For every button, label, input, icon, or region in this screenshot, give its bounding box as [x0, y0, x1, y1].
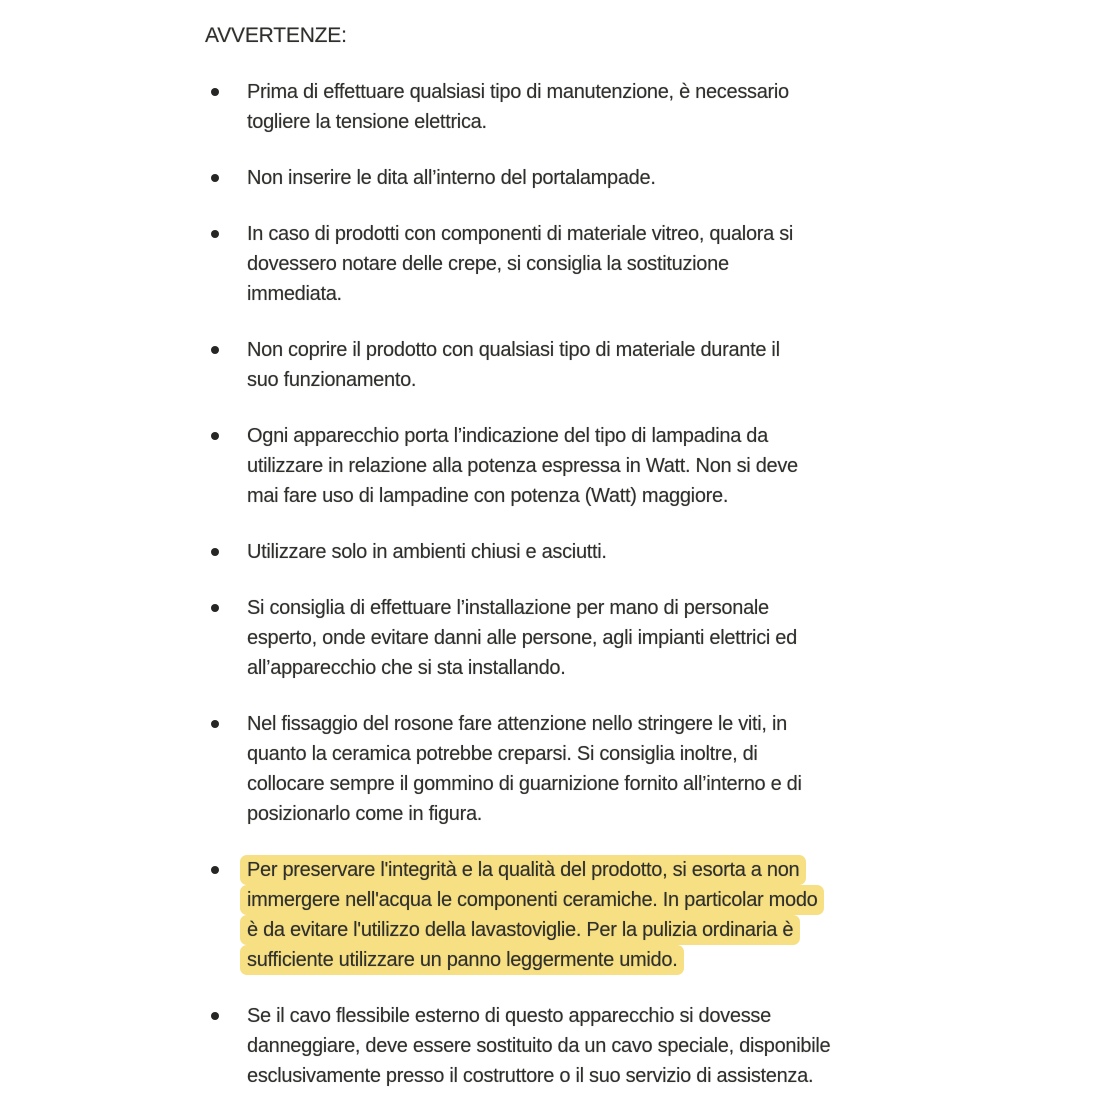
highlighted-line [247, 855, 817, 885]
bullet-icon [211, 720, 219, 728]
warning-text-line: danneggiare, deve essere sostituito da un cavo speciale, disponibile [247, 1035, 831, 1057]
warnings-heading: AVVERTENZE: [205, 24, 347, 47]
warning-item-1 [205, 77, 945, 137]
warning-text [247, 709, 802, 829]
bullet-icon [211, 432, 219, 440]
bullet-icon [211, 866, 219, 874]
highlighted-line [247, 885, 817, 915]
warning-text [247, 593, 797, 683]
warning-text-line: togliere la tensione elettrica. [247, 111, 487, 133]
warning-text-line: Se il cavo flessibile esterno di questo apparecchio si dovesse [247, 1005, 771, 1027]
warning-item-8 [205, 709, 945, 829]
bullet-icon [211, 174, 219, 182]
warnings-list [205, 77, 945, 1091]
bullet-icon [211, 88, 219, 96]
warning-text-line: Utilizzare solo in ambienti chiusi e asciutti. [247, 541, 607, 563]
warning-text [247, 335, 780, 395]
warning-text [247, 77, 789, 137]
warning-text-line: Si consiglia di effettuare l’installazione per mano di personale [247, 597, 769, 619]
warning-item-10 [205, 1001, 945, 1091]
highlighted-line [247, 945, 817, 975]
warning-text-line: all’apparecchio che si sta installando. [247, 657, 566, 679]
warning-text [247, 421, 798, 511]
bullet-icon [211, 230, 219, 238]
bullet-icon [211, 548, 219, 556]
document-content [205, 21, 945, 1091]
warning-text-line: In caso di prodotti con componenti di materiale vitreo, qualora si [247, 223, 794, 245]
bullet-icon [211, 604, 219, 612]
highlighted-line [247, 915, 817, 945]
warning-text-line: immediata. [247, 283, 342, 305]
warning-item-5 [205, 421, 945, 511]
warning-text [247, 163, 656, 193]
warning-text-line: Ogni apparecchio porta l’indicazione del tipo di lampadina da [247, 425, 768, 447]
warning-text-highlighted [247, 855, 817, 975]
warning-text-line: Nel fissaggio del rosone fare attenzione nello stringere le viti, in [247, 713, 787, 735]
warning-text-line: Prima di effettuare qualsiasi tipo di manutenzione, è necessario [247, 81, 789, 103]
warning-item-9-highlighted [205, 855, 945, 975]
warning-text-line: collocare sempre il gommino di guarnizione fornito all’interno e di [247, 773, 802, 795]
highlight-mark: immergere nell'acqua le componenti ceramiche. In particolar modo [240, 885, 824, 915]
warning-text-line: quanto la ceramica potrebbe creparsi. Si consiglia inoltre, di [247, 743, 758, 765]
warning-item-2 [205, 163, 945, 193]
warning-item-4 [205, 335, 945, 395]
warning-text-line: dovessero notare delle crepe, si consiglia la sostituzione [247, 253, 729, 275]
warning-item-3 [205, 219, 945, 309]
highlight-mark: Per preservare l'integrità e la qualità del prodotto, si esorta a non [240, 855, 806, 885]
warning-text-line: Non inserire le dita all’interno del portalampade. [247, 167, 656, 189]
warning-text-line: esperto, onde evitare danni alle persone, agli impianti elettrici ed [247, 627, 797, 649]
warning-text-line: esclusivamente presso il costruttore o il suo servizio di assistenza. [247, 1065, 814, 1087]
warning-text-line: utilizzare in relazione alla potenza espressa in Watt. Non si deve [247, 455, 798, 477]
warning-text-line: mai fare uso di lampadine con potenza (Watt) maggiore. [247, 485, 729, 507]
warning-text [247, 1001, 830, 1091]
warning-text [247, 219, 793, 309]
warning-item-6 [205, 537, 945, 567]
highlight-mark: sufficiente utilizzare un panno leggermente umido. [240, 945, 684, 975]
warning-item-7 [205, 593, 945, 683]
warning-text [247, 537, 607, 567]
highlight-mark: è da evitare l'utilizzo della lavastoviglie. Per la pulizia ordinaria è [240, 915, 800, 945]
bullet-icon [211, 1012, 219, 1020]
warning-text-line: suo funzionamento. [247, 369, 417, 391]
warning-text-line: posizionarlo come in figura. [247, 803, 483, 825]
bullet-icon [211, 346, 219, 354]
warning-text-line: Non coprire il prodotto con qualsiasi tipo di materiale durante il [247, 339, 780, 361]
